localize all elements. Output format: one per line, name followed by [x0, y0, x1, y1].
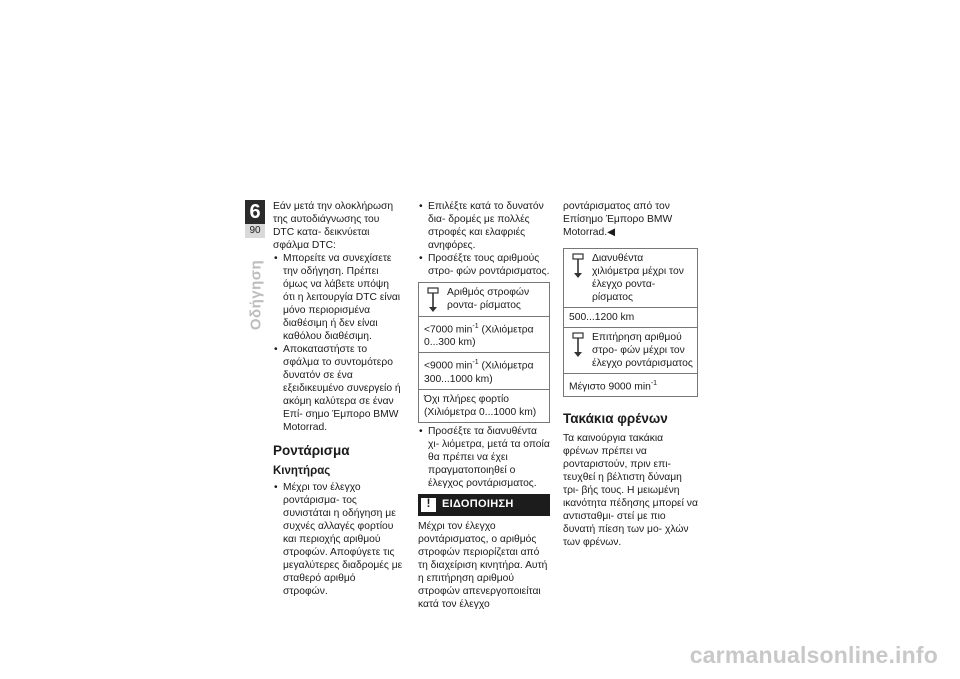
bullet-list [418, 200, 550, 278]
table-row: Μέγιστο 9000 $\min^{-1}$ [564, 374, 698, 397]
end-mark-icon: ◀ [607, 227, 615, 238]
list-item: • Μέχρι τον έλεγχο ροντάρισμα- τος συνιστάται η οδήγηση με συχνές αλλαγές φορτίου και περιοχής αριθμού στροφών. Αποφύγετε τις μεγαλύτερες διαδρομές με σταθερό αριθμό στροφών. [273, 481, 403, 598]
warning-icon [421, 498, 436, 512]
table-header-cell [564, 328, 698, 374]
bullet-list [418, 425, 550, 490]
table-header-cell [564, 249, 698, 308]
page-number: 90 [245, 224, 265, 238]
table-row: Όχι πλήρες φορτίο (Χιλιόμετρα 0...1000 km) [419, 389, 550, 422]
column-1 [273, 200, 403, 598]
column-2 [418, 200, 550, 611]
chapter-number: 6 [245, 200, 265, 224]
table-row: 500...1200 km [564, 308, 698, 328]
mileage-table [563, 248, 698, 328]
warning-banner [418, 494, 550, 516]
section-heading: Ροντάρισμα [273, 443, 350, 458]
warning-text: Μέχρι τον έλεγχο ροντάρισματος, ο αριθμός στροφών περιορίζεται από τη διαχείριση κινητήρα. Αυτή η επιτήρηση αριθμού στροφών απενεργοποιείται κατά τον έλεγχο [418, 520, 548, 610]
speed-monitor-table [563, 328, 698, 397]
warning-title: ΕΙΔΟΠΟΙΗΣΗ [442, 498, 514, 511]
list-item: • Επιλέξτε κατά το δυνατόν δια- δρομές με πολλές στροφές και ελαφριές ανηφόρες. [418, 200, 550, 252]
table-header-text: Διανυθέντα χιλιόμετρα μέχρι τον έλεγχο ροντα- ρίσματος [592, 253, 684, 303]
column-3 [563, 200, 698, 549]
brake-pads-paragraph: Τα καινούργια τακάκια φρένων πρέπει να ρονταριστούν, πριν επι- τευχθεί η βέλτιστη δύναμη τρι- βής τους. Η μειωμένη ικανότητα πέδησης μπορεί να αντισταθμι- στεί με πιο δυνατή πίεση των μο- χλών των φρένων. [563, 433, 698, 549]
list-item: • Προσέξτε τους αριθμούς στρο- φών ροντάρισματος. [418, 252, 550, 278]
continued-paragraph: ροντάρισματος από τον Επίσημο Έμπορο BMW Motorrad.◀ [563, 201, 673, 238]
bullet-list [273, 252, 403, 434]
wrench-icon [571, 332, 585, 358]
list-item: • Μπορείτε να συνεχίσετε την οδήγηση. Πρέπει όμως να λάβετε υπόψη ότι η λειτουργία DTC είναι μόνο περιορισμένα διαθέσιμη ή δεν είναι καθόλου διαθέσιμη. [273, 252, 403, 343]
list-item: • Προσέξτε τα διανυθέντα χι- λιόμετρα, μετά τα οποία θα πρέπει να έχει πραγματοποιηθεί ο έλεγχος ροντάρισματος. [418, 425, 550, 490]
break-in-speed-table [418, 282, 550, 423]
table-row: <9000 $\min^{-1} (X\iota\lambda\iota ό\mu\varepsilon\tau\rho\alpha$ 300...1000 km) [419, 353, 550, 389]
wrench-icon [426, 287, 440, 313]
bullet-list [273, 481, 403, 598]
watermark: carmanualsonline.info [689, 642, 938, 668]
wrench-icon [571, 253, 585, 279]
table-header-text: Αριθμός στροφών ροντα- ρίσματος [447, 287, 530, 311]
section-title-vertical: Οδήγηση [247, 259, 265, 331]
intro-paragraph: Εάν μετά την ολοκλήρωση της αυτοδιάγνωσης του DTC κατα- δεικνύεται σφάλμα DTC: [273, 201, 394, 251]
table-row: <7000 $\min^{-1} (X\iota\lambda\iota ό\mu\varepsilon\tau\rho\alpha$ 0...300 km) [419, 317, 550, 353]
table-header-text: Επιτήρηση αριθμού στρο- φών μέχρι τον έλεγχο ροντάρισματος [592, 332, 693, 369]
subsection-heading: Κινητήρας [273, 465, 331, 477]
table-header-cell [419, 283, 550, 317]
section-heading: Τακάκια φρένων [563, 411, 668, 427]
list-item: • Αποκαταστήστε το σφάλμα το συντομότερο δυνατόν σε ένα εξειδικευμένο συνεργείο ή ακόμη καλύτερα σε έναν Επί- σημο Έμπορο BMW Motorrad. [273, 343, 403, 434]
